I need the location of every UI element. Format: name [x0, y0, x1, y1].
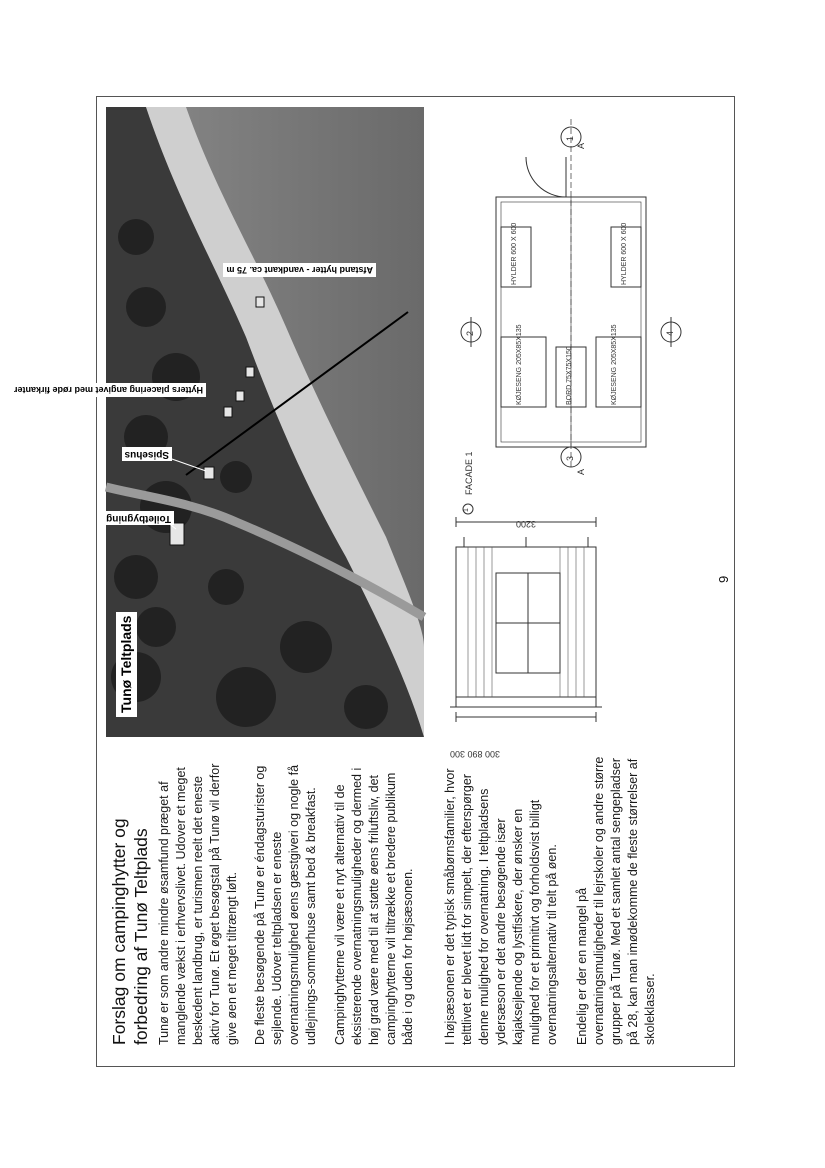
bunk-label-1: KØJESENG 205X85X135 — [516, 324, 523, 405]
section-marker-2: 2 — [465, 330, 475, 336]
paragraph-5: Endelig er der en mangel på overnatningsmuligheder til lejrskoler og andre større grupper på Tunø. Med et samlet antal sengepladser på 28, kan man imødekomme de fleste størrelser af skoleklasser. — [575, 756, 657, 1045]
hytter-placement-label: Hytters placering angivet med røde firkanter — [11, 383, 206, 397]
paragraph-1: Tunø er som andre mindre øsamfund præget af manglende vækst i erhvervslivet. Udover et meget beskedent landbrug, er turismen reelt det eneste aktiv for Tunø. Et øget besøgstal på Tunø vil derfor give øen et meget tiltrængt løft. — [157, 763, 239, 1045]
facade-dim-top: 300 890 300 — [449, 749, 500, 759]
photo-title-label: Tunø Teltplads — [116, 612, 137, 717]
facade-number: 1 — [463, 508, 470, 512]
bunk-label-2: KØJESENG 205X85X135 — [611, 324, 618, 405]
technical-drawings — [436, 107, 726, 759]
rotated-page-content — [13, 96, 735, 1067]
distance-label: Afstand hytter - vandkant ca. 75 m — [223, 263, 376, 277]
paragraph-2: De fleste besøgende på Tunø er éndagsturister og sejlende. Udover teltpladsen er eneste overnatningsmulighed øens gæstgiveri og nogle få udlejnings-sommerhuse samt bed & breakfast. — [253, 764, 318, 1045]
paragraph-3: Campinghytterne vil være et nyt alternativ til de eksisterende overnatningsmuligheder og dermed i høj grad være med til at støtte øens friluftsliv, det campinghytterne vil tiltrække et bredere publikum både i og uden for højsæsonen. — [333, 767, 415, 1045]
section-marker-3: 3 — [565, 455, 575, 461]
table-label: BORD 75X75X150 — [566, 346, 573, 405]
facade-label: FACADE 1 — [464, 451, 474, 495]
aerial-photo-drawing — [106, 107, 424, 737]
toilet-label: Toiletbygning — [103, 511, 174, 525]
spisehus-label: Spisehus — [122, 447, 172, 461]
paragraph-4: I højsæsonen er det typisk småbørnsfamilier, hvor telttlivet er blevet lidt for simpelt, der efterspørger denne mulighed for overnatning. I teltpladsens ydersæson er det andre besøgende især kajaksejlende og lystfiskere, der ønsker en mulighed for et primitivt og forholdsvist billigt overnatningsalternativ til telt på øen. — [443, 768, 559, 1045]
shelf-label-2: HYLDER 600 X 600 — [621, 222, 628, 285]
section-label-a-left: A — [576, 468, 586, 475]
shelf-label-1: HYLDER 600 X 600 — [511, 222, 518, 285]
facade-dim-bottom: 3200 — [515, 519, 536, 529]
section-marker-1: 1 — [565, 135, 575, 141]
aerial-photo — [13, 107, 424, 737]
page-number: 9 — [716, 575, 731, 583]
section-label-a-right: A — [576, 142, 586, 149]
section-marker-4: 4 — [665, 330, 675, 336]
drawing-lines — [436, 107, 726, 737]
page-title: Forslag om campinghytter og forbedring af Tunø Teltplads — [109, 818, 151, 1045]
